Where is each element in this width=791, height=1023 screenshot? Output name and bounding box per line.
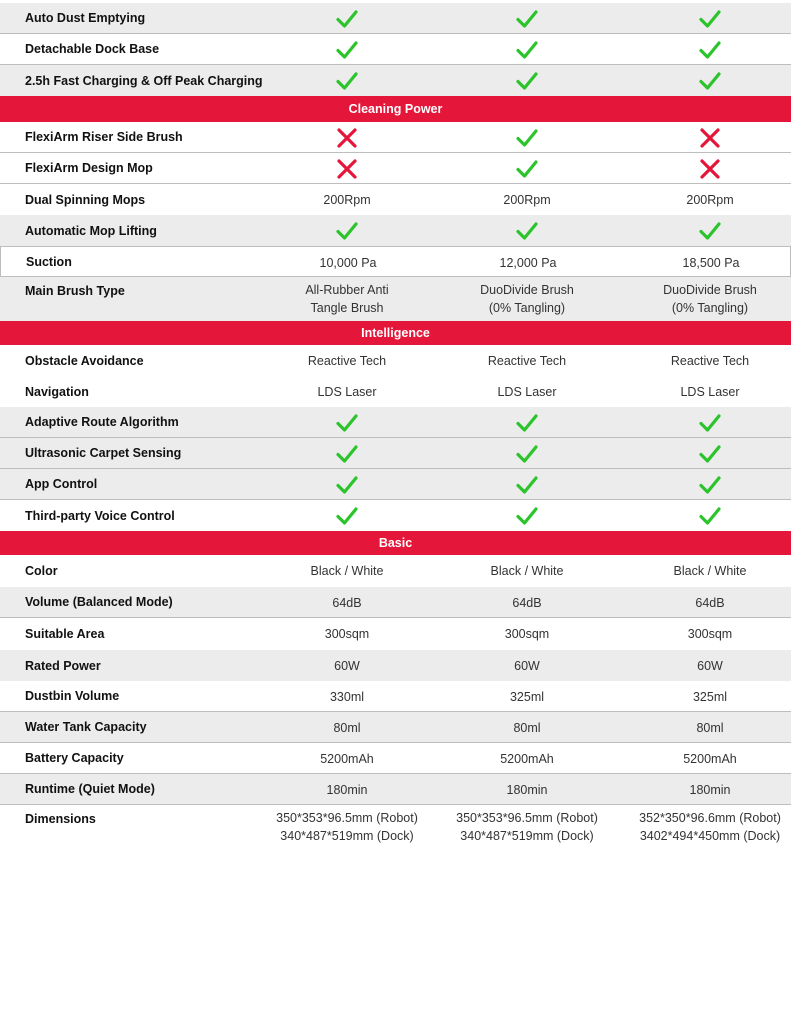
row-label: Main Brush Type	[25, 284, 125, 298]
section-title: Basic	[378, 536, 413, 550]
row-label: Suitable Area	[25, 627, 105, 641]
row-label: FlexiArm Riser Side Brush	[25, 130, 183, 144]
cell-line: 350*353*96.5mm (Robot)	[276, 811, 418, 825]
table-cell	[620, 376, 791, 407]
cell-line: DuoDivide Brush	[663, 283, 757, 297]
cell-value: 60W	[697, 658, 723, 673]
check-icon	[257, 34, 437, 65]
table-cell	[437, 587, 617, 618]
table-cell	[620, 587, 791, 618]
table-row	[0, 712, 791, 743]
check-icon	[437, 215, 617, 246]
cell-value: 300sqm	[504, 627, 550, 641]
cell-line: 350*353*96.5mm (Robot)	[456, 811, 598, 825]
cell-value: LDS Laser	[497, 384, 557, 399]
cell-line: Tangle Brush	[310, 301, 384, 315]
table-row	[0, 438, 791, 469]
cell-value: 180min	[689, 782, 731, 797]
table-cell	[620, 809, 791, 845]
table-cell	[620, 345, 791, 376]
table-row	[0, 469, 791, 500]
table-cell	[437, 184, 617, 215]
cell-line: 340*487*519mm (Dock)	[460, 829, 594, 843]
table-row	[0, 184, 791, 215]
table-row	[0, 122, 791, 153]
table-cell	[620, 184, 791, 215]
cell-value: Reactive Tech	[487, 353, 567, 368]
cell-value: 200Rpm	[503, 192, 551, 207]
cell-value: 80ml	[333, 720, 361, 735]
table-cell	[257, 712, 437, 743]
table-row	[0, 3, 791, 34]
table-cell	[437, 681, 617, 712]
check-icon	[257, 215, 437, 246]
cell-value: 5200mAh	[683, 751, 737, 766]
table-row	[0, 650, 791, 681]
row-label: Rated Power	[25, 658, 101, 673]
cell-line: 3402*494*450mm (Dock)	[639, 829, 781, 843]
table-row	[0, 743, 791, 774]
check-icon	[437, 438, 617, 469]
table-row	[0, 376, 791, 407]
row-label: Water Tank Capacity	[25, 720, 147, 734]
table-cell	[620, 618, 791, 650]
table-row	[0, 277, 791, 321]
table-cell	[620, 681, 791, 712]
cell-value: 325ml	[509, 689, 545, 704]
row-label: Navigation	[25, 384, 89, 399]
check-icon	[437, 34, 617, 65]
table-cell	[257, 555, 437, 587]
table-cell	[437, 650, 617, 681]
row-label: Detachable Dock Base	[25, 42, 160, 56]
cell-value: Black / White	[490, 564, 564, 578]
check-icon	[257, 500, 437, 531]
comparison-table	[0, 3, 791, 855]
cell-value: 325ml	[692, 689, 728, 704]
table-cell	[257, 650, 437, 681]
section-title: Cleaning Power	[348, 102, 443, 116]
table-cell	[257, 618, 437, 650]
row-label: Battery Capacity	[25, 751, 124, 765]
check-icon	[620, 469, 791, 500]
row-label: Runtime (Quiet Mode)	[25, 782, 155, 796]
check-icon	[620, 65, 791, 96]
section-header	[0, 531, 791, 555]
cell-line: All-Rubber Anti	[305, 283, 389, 297]
check-icon	[257, 469, 437, 500]
check-icon	[257, 65, 437, 96]
table-row	[0, 618, 791, 650]
cell-value: 64dB	[695, 595, 725, 610]
table-cell	[437, 555, 617, 587]
check-icon	[620, 438, 791, 469]
table-cell	[257, 774, 437, 805]
cross-icon	[257, 153, 437, 184]
table-row	[0, 681, 791, 712]
cell-line: DuoDivide Brush	[480, 283, 574, 297]
row-label: Auto Dust Emptying	[25, 11, 146, 25]
table-row	[0, 774, 791, 805]
cell-value: LDS Laser	[680, 384, 740, 399]
check-icon	[620, 3, 791, 34]
cell-value: 330ml	[329, 689, 365, 704]
row-label: Ultrasonic Carpet Sensing	[25, 446, 182, 460]
cell-value: 80ml	[696, 720, 724, 735]
cell-value: 12,000 Pa	[499, 255, 557, 270]
check-icon	[437, 3, 617, 34]
table-cell	[620, 650, 791, 681]
table-row	[0, 805, 791, 855]
table-cell	[621, 247, 791, 278]
cell-value: 60W	[334, 658, 360, 673]
row-label: 2.5h Fast Charging & Off Peak Charging	[25, 73, 263, 88]
cell-value: Reactive Tech	[307, 353, 387, 368]
table-cell	[257, 281, 437, 317]
check-icon	[620, 34, 791, 65]
table-row	[0, 555, 791, 587]
table-row	[0, 215, 791, 246]
row-label: Color	[25, 564, 58, 578]
check-icon	[437, 469, 617, 500]
table-cell	[437, 712, 617, 743]
table-cell	[257, 743, 437, 774]
cell-value: 180min	[326, 782, 368, 797]
table-cell	[437, 281, 617, 317]
cell-value: 200Rpm	[323, 192, 371, 207]
table-cell	[437, 809, 617, 845]
check-icon	[620, 215, 791, 246]
row-label: FlexiArm Design Mop	[25, 161, 153, 175]
table-cell	[258, 247, 438, 278]
cell-value: 64dB	[332, 595, 362, 610]
cell-value: LDS Laser	[317, 384, 377, 399]
table-cell	[620, 743, 791, 774]
cell-line: 352*350*96.6mm (Robot)	[639, 811, 781, 825]
check-icon	[437, 500, 617, 531]
table-cell	[257, 681, 437, 712]
row-label: Dual Spinning Mops	[25, 192, 146, 207]
cell-line: (0% Tangling)	[488, 301, 566, 315]
cell-value: 60W	[514, 658, 540, 673]
section-title: Intelligence	[361, 326, 430, 340]
table-cell	[257, 809, 437, 845]
table-row	[0, 246, 791, 277]
cell-value: Black / White	[310, 564, 384, 578]
table-cell	[620, 774, 791, 805]
check-icon	[620, 500, 791, 531]
table-row	[0, 153, 791, 184]
cell-value: 5200mAh	[500, 751, 554, 766]
table-row	[0, 500, 791, 531]
cell-line: (0% Tangling)	[671, 301, 749, 315]
cell-value: 5200mAh	[320, 751, 374, 766]
check-icon	[257, 438, 437, 469]
table-cell	[257, 376, 437, 407]
row-label: Obstacle Avoidance	[25, 353, 144, 368]
check-icon	[257, 3, 437, 34]
table-cell	[257, 587, 437, 618]
row-label: Suction	[26, 254, 72, 269]
table-cell	[437, 774, 617, 805]
cell-line: 340*487*519mm (Dock)	[280, 829, 414, 843]
table-row	[0, 34, 791, 65]
row-label: Volume (Balanced Mode)	[25, 595, 173, 609]
table-row	[0, 407, 791, 438]
table-row	[0, 65, 791, 96]
table-cell	[437, 618, 617, 650]
cell-value: 80ml	[513, 720, 541, 735]
cell-value: 18,500 Pa	[682, 255, 740, 270]
table-cell	[257, 345, 437, 376]
cell-value: 64dB	[512, 595, 542, 610]
row-label: Automatic Mop Lifting	[25, 223, 157, 238]
cross-icon	[257, 122, 437, 153]
check-icon	[257, 407, 437, 438]
table-cell	[620, 712, 791, 743]
table-cell	[620, 281, 791, 317]
check-icon	[437, 407, 617, 438]
cell-value: Black / White	[673, 564, 747, 578]
table-cell	[437, 743, 617, 774]
check-icon	[437, 65, 617, 96]
row-label: Dimensions	[25, 812, 96, 826]
section-header	[0, 96, 791, 122]
table-row	[0, 345, 791, 376]
table-row	[0, 587, 791, 618]
row-label: Third-party Voice Control	[25, 508, 175, 523]
table-cell	[620, 555, 791, 587]
table-cell	[437, 345, 617, 376]
table-cell	[438, 247, 618, 278]
check-icon	[437, 122, 617, 153]
cell-value: 200Rpm	[686, 192, 734, 207]
table-cell	[437, 376, 617, 407]
check-icon	[437, 153, 617, 184]
cell-value: 300sqm	[324, 627, 370, 641]
cross-icon	[620, 153, 791, 184]
row-label: Dustbin Volume	[25, 689, 120, 703]
cell-value: 10,000 Pa	[319, 255, 377, 270]
table-cell	[257, 184, 437, 215]
row-label: App Control	[25, 477, 98, 491]
cell-value: 180min	[506, 782, 548, 797]
row-label: Adaptive Route Algorithm	[25, 415, 179, 429]
check-icon	[620, 407, 791, 438]
cell-value: Reactive Tech	[670, 353, 750, 368]
section-header	[0, 321, 791, 345]
cell-value: 300sqm	[687, 627, 733, 641]
cross-icon	[620, 122, 791, 153]
